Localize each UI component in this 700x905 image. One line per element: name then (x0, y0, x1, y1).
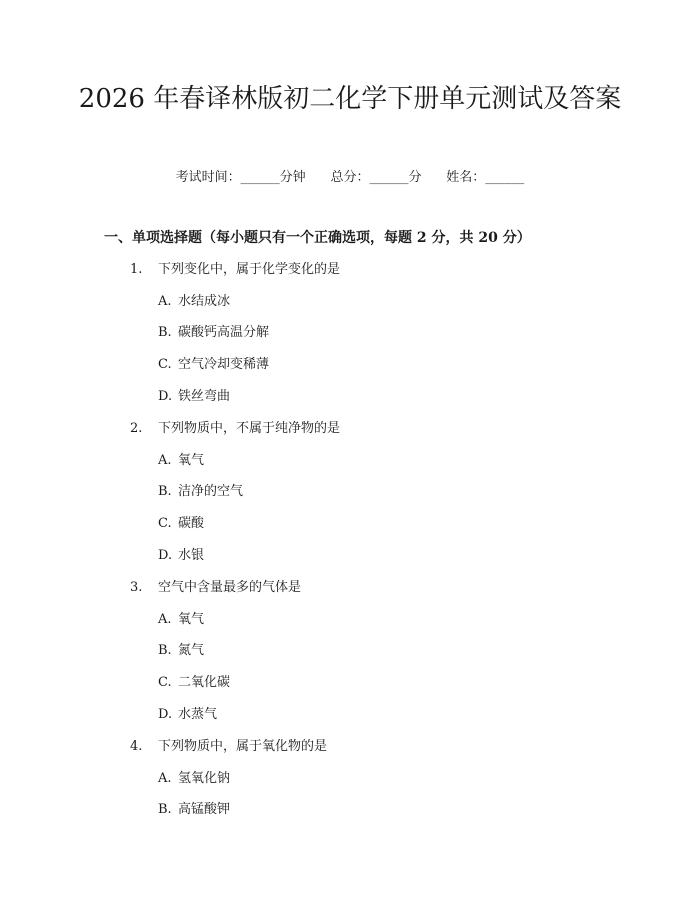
option-letter: D. (158, 707, 173, 722)
option-letter: B. (158, 325, 172, 340)
option-letter: A. (158, 612, 172, 627)
option-letter: C. (158, 357, 172, 372)
option (158, 323, 269, 343)
option (158, 451, 204, 471)
option (158, 705, 217, 725)
question-text: 下列物质中，不属于纯净物的是 (158, 421, 341, 436)
option-text: 二氧化碳 (178, 675, 231, 690)
option (158, 610, 204, 630)
option-text: 水结成冰 (178, 294, 231, 309)
option-letter: A. (158, 453, 172, 468)
question-text: 空气中含量最多的气体是 (158, 580, 302, 595)
option-text: 空气冷却变稀薄 (178, 357, 270, 372)
question-2 (130, 419, 340, 439)
option-letter: D. (158, 389, 173, 404)
option-letter: C. (158, 675, 172, 690)
option (158, 355, 269, 375)
option (158, 546, 204, 566)
option-text: 碳酸 (178, 516, 205, 531)
total-score-label: 总分：______分 (330, 170, 422, 185)
option (158, 482, 243, 502)
question-number: 4. (130, 739, 143, 754)
exam-time-label: 考试时间：______分钟 (175, 170, 306, 185)
page-title: 2026 年春译林版初二化学下册单元测试及答案 (78, 84, 622, 114)
option-text: 洁净的空气 (178, 484, 244, 499)
option-letter: B. (158, 802, 172, 817)
question-4 (130, 737, 327, 757)
option-text: 铁丝弯曲 (178, 389, 231, 404)
question-number: 2. (130, 421, 143, 436)
exam-meta-line (0, 168, 700, 188)
option-text: 氧气 (178, 612, 205, 627)
option-text: 氢氧化钠 (178, 771, 231, 786)
option-text: 高锰酸钾 (178, 802, 231, 817)
option-text: 水蒸气 (178, 707, 218, 722)
option-text: 碳酸钙高温分解 (178, 325, 270, 340)
question-number: 1. (130, 262, 143, 277)
option (158, 514, 204, 534)
option-text: 水银 (178, 548, 205, 563)
option-letter: A. (158, 294, 172, 309)
option-text: 氮气 (178, 643, 205, 658)
option (158, 769, 230, 789)
option-letter: D. (158, 548, 173, 563)
option-letter: B. (158, 643, 172, 658)
option-letter: C. (158, 516, 172, 531)
option-text: 氧气 (178, 453, 205, 468)
question-3 (130, 578, 301, 598)
section-heading: 一、单项选择题（每小题只有一个正确选项，每题 2 分，共 20 分） (104, 230, 531, 246)
option-letter: B. (158, 484, 172, 499)
name-label: 姓名：______ (446, 170, 525, 185)
option (158, 641, 204, 661)
question-text: 下列变化中，属于化学变化的是 (158, 262, 341, 277)
option (158, 800, 230, 820)
question-number: 3. (130, 580, 143, 595)
question-1 (130, 260, 340, 280)
option (158, 292, 230, 312)
option (158, 673, 230, 693)
option-letter: A. (158, 771, 172, 786)
option (158, 387, 230, 407)
question-text: 下列物质中，属于氧化物的是 (158, 739, 328, 754)
